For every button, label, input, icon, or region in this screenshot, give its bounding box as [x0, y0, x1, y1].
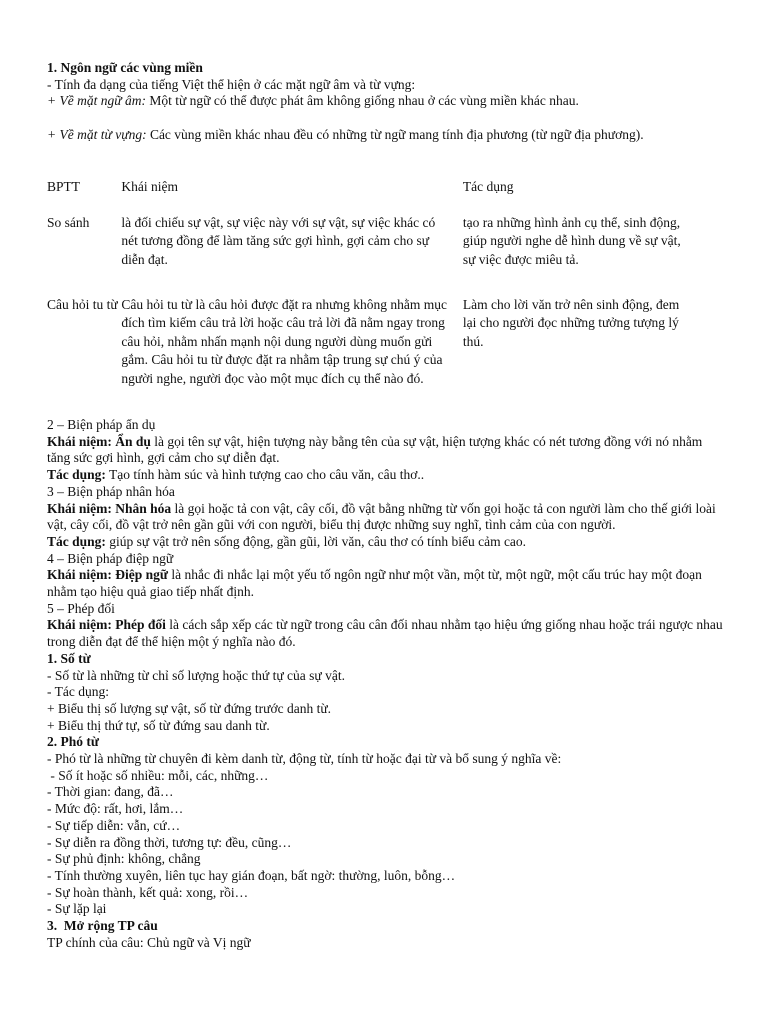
- lexical-line: + Về mặt từ vựng: Các vùng miền khác nhau đều có những từ ngữ mang tính địa phương (từ ngữ địa phương).: [47, 126, 644, 142]
- list-item: - Sự tiếp diễn: vẫn, cứ…: [47, 817, 181, 833]
- intro-line: - Tính đa dạng của tiếng Việt thể hiện ở các mặt ngữ âm và từ vựng:: [47, 76, 416, 92]
- heading-repetition: 4 – Biện pháp điệp ngữ: [47, 550, 174, 566]
- header-effect: Tác dụng: [462, 179, 514, 194]
- adverbs-title: 2. Phó từ: [47, 734, 99, 750]
- list-item: + Biểu thị số lượng sự vật, số từ đứng trước danh từ.: [47, 700, 332, 716]
- expand-title: 3. Mở rộng TP câu: [47, 918, 158, 934]
- section-regional-language: [47, 60, 727, 144]
- list-item: - Tác dụng:: [47, 684, 109, 700]
- heading-metaphor: 2 – Biện pháp ẩn dụ: [47, 417, 156, 432]
- concept-metaphor: Khái niệm: Ẩn dụ là gọi tên sự vật, hiện tượng này bằng tên của sự vật, hiện tượng khác có nét tương đồng với nó nhằm tăng sức gợi hình, gợi cảm cho sự diễn đạt.: [47, 433, 703, 466]
- effect-metaphor: Tác dụng: Tạo tính hàm súc và hình tượng cao cho câu văn, câu thơ..: [47, 467, 425, 483]
- header-bptt: BPTT: [47, 179, 81, 194]
- list-item: - Sự phủ định: không, chẳng: [47, 851, 201, 867]
- list-item: - Sự lặp lại: [47, 901, 107, 917]
- table-row: [47, 214, 687, 296]
- list-item: - Số từ là những từ chỉ số lượng hoặc thứ tự của sự vật.: [47, 667, 345, 683]
- row-name: So sánh: [47, 215, 90, 230]
- list-item: - Tính thường xuyên, liên tục hay gián đoạn, bất ngờ: thường, luôn, bỗng…: [47, 867, 456, 883]
- heading-antithesis: 5 – Phép đối: [47, 600, 115, 616]
- row-name: Câu hỏi tu từ: [47, 297, 118, 312]
- list-item: - Phó từ là những từ chuyên đi kèm danh từ, động từ, tính từ hoặc đại từ và bổ sung ý nghĩa về:: [47, 751, 562, 767]
- phonetic-line: + Về mặt ngữ âm: Một từ ngữ có thể được phát âm không giống nhau ở các vùng miền khác nhau.: [47, 93, 579, 109]
- concept-personification: Khái niệm: Nhân hóa là gọi hoặc tả con vật, cây cối, đồ vật bằng những từ vốn gọi hoặc tả con người làm cho thế giới loài vật, cây cối, đồ vật trở nên gần gũi với con người, biểu thị được những suy nghĩ, tình cảm của con người.: [47, 500, 716, 533]
- list-item: - Sự hoàn thành, kết quả: xong, rồi…: [47, 884, 249, 900]
- section-title: 1. Ngôn ngữ các vùng miền: [47, 60, 203, 75]
- list-item: - Sự diễn ra đồng thời, tương tự: đều, cũng…: [47, 834, 292, 850]
- rhetoric-table: [47, 178, 687, 388]
- list-item: - Mức độ: rất, hơi, lắm…: [47, 801, 184, 817]
- concept-repetition: Khái niệm: Điệp ngữ là nhắc đi nhắc lại một yếu tố ngôn ngữ như một vần, một từ, một ngữ, một cấu trúc hay một đoạn nhằm tạo hiệu quả giao tiếp nhất định.: [47, 567, 702, 600]
- row-effect: tạo ra những hình ảnh cụ thể, sinh động, giúp người nghe dễ hình dung về sự vật, sự việc được miêu tả.: [462, 215, 681, 267]
- header-concept: Khái niệm: [121, 179, 178, 194]
- expand-line: TP chính của câu: Chủ ngữ và Vị ngữ: [47, 934, 251, 950]
- list-item: + Biểu thị thứ tự, số từ đứng sau danh từ.: [47, 717, 270, 733]
- effect-personification: Tác dụng: giúp sự vật trở nên sống động, gần gũi, lời văn, câu thơ có tính biểu cảm cao.: [47, 533, 527, 549]
- row-concept: là đối chiếu sự vật, sự việc này với sự vật, sự việc khác có nét tương đồng để làm tăng sức gợi hình, gợi cảm cho sự diễn đạt.: [121, 215, 436, 267]
- row-effect: Làm cho lời văn trở nên sinh động, đem lại cho người đọc những tưởng tượng lý thú.: [462, 297, 680, 349]
- heading-personification: 3 – Biện pháp nhân hóa: [47, 483, 175, 499]
- table-header-row: [47, 178, 687, 214]
- numerals-title: 1. Số từ: [47, 650, 91, 666]
- table-row: [47, 296, 687, 388]
- row-concept: Câu hỏi tu từ là câu hỏi được đặt ra nhưng không nhằm mục đích tìm kiếm câu trả lời hoặc câu trả lời đã nằm ngay trong câu hỏi, nhằm nhấn mạnh nội dung người dùng muốn gửi gắm. Câu hỏi tu từ được đặt ra nhằm tập trung sự chú ý của người nghe, người đọc vào một mục đích cụ thể nào đó.: [121, 297, 448, 386]
- list-item: - Thời gian: đang, đã…: [47, 784, 174, 800]
- rhetoric-notes: [47, 417, 727, 952]
- concept-antithesis: Khái niệm: Phép đối là cách sắp xếp các từ ngữ trong câu cân đối nhau nhằm tạo hiệu ứng giống nhau hoặc trái ngược nhau trong diễn đạt để thể hiện một ý nghĩa nào đó.: [47, 617, 723, 650]
- list-item: - Số ít hoặc số nhiều: mỗi, các, những…: [47, 767, 269, 783]
